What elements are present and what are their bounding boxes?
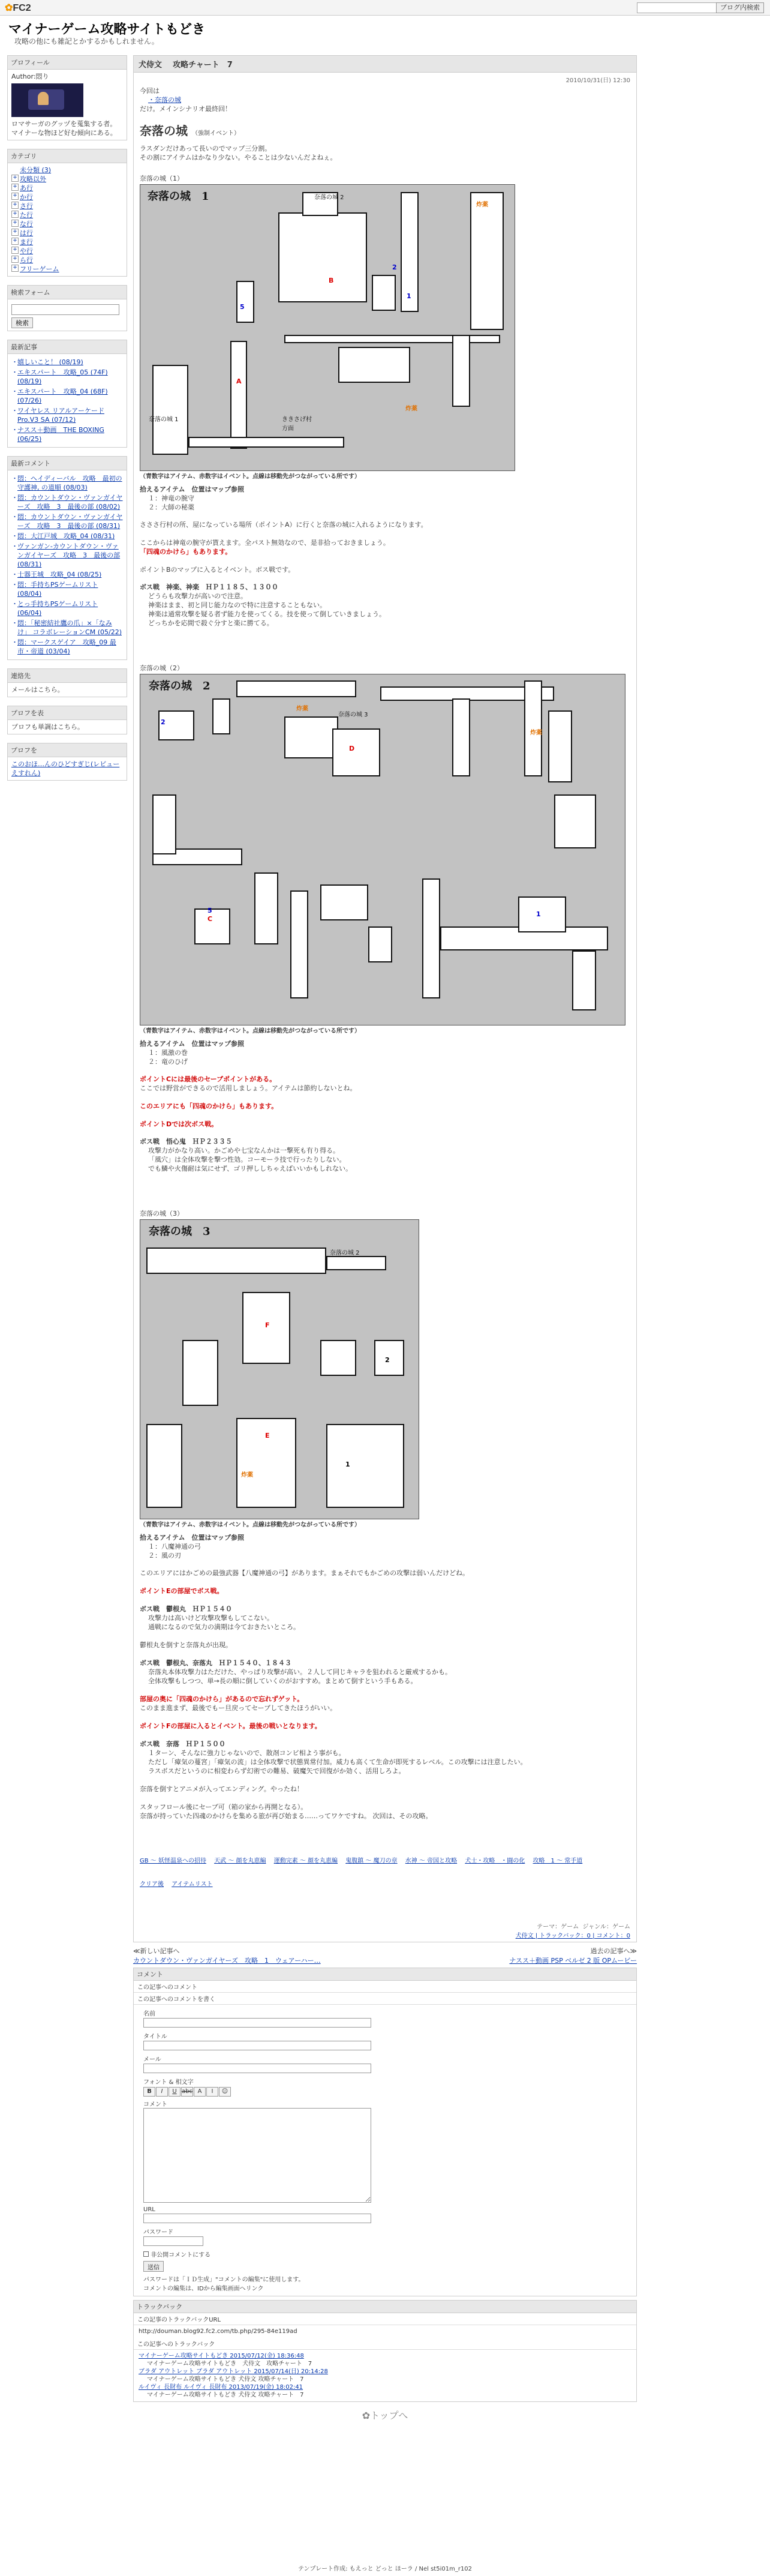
items-title: 拾えるアイテム 位置はマップ参照 bbox=[140, 1534, 245, 1542]
trackback-excerpt: マイナーゲーム攻略サイトもどき 犬侍文 攻略チャート 7 bbox=[147, 2361, 312, 2367]
plugin-title: プロフィール bbox=[8, 56, 127, 70]
search-input[interactable] bbox=[11, 304, 119, 315]
comment-textarea[interactable] bbox=[143, 2108, 371, 2203]
boss-desc: どっちかを応間で殺ぐ分すと楽に勝てる。 bbox=[148, 619, 273, 627]
item-line: ２：竜のひげ bbox=[148, 1058, 188, 1066]
items-title: 拾えるアイテム 位置はマップ参照 bbox=[140, 485, 245, 493]
password-label: パスワード bbox=[143, 2229, 173, 2236]
map-label: 奈落の城 2 bbox=[149, 680, 210, 692]
related-tags-2 bbox=[140, 1880, 630, 1889]
next-entry-label[interactable]: 過去の記事へ≫ bbox=[590, 1947, 637, 1955]
item-line: ２：風の刃 bbox=[148, 1552, 181, 1560]
prev-entry-link[interactable]: カウントダウン・ヴァンガイヤーズ 攻略 1 ウェアーハー… bbox=[133, 1957, 321, 1965]
entry-body bbox=[134, 84, 636, 1895]
mail-label: メール bbox=[143, 2056, 161, 2063]
links-plugin bbox=[7, 706, 127, 734]
to-top-link[interactable]: ✿トップへ bbox=[362, 2410, 408, 2421]
plugin-title: 最新コメント bbox=[8, 457, 127, 470]
size-button[interactable]: I bbox=[206, 2087, 218, 2097]
castle-desc: その割にアイテムはかなり少ない。やることは少ないんだよねぇ。 bbox=[140, 154, 337, 161]
castle-desc: ラスダンだけあって長いのでマップ三分割。 bbox=[140, 145, 272, 152]
profile2-plugin bbox=[7, 743, 127, 781]
trackback-item[interactable]: ルイヴィ 長財布 ルイヴィ 長財布 2013/07/19(金) 18:02:41 bbox=[139, 2384, 303, 2391]
comment-note: パスワードは「ＩＤ生成」"コメントの編集"に使用します。 コメントの編集は、IDから編集画面へリンク bbox=[143, 2277, 305, 2292]
underline-button[interactable]: U bbox=[169, 2087, 181, 2097]
category-item[interactable]: + さ行 bbox=[11, 202, 123, 211]
profile-image bbox=[11, 83, 83, 117]
items-title: 拾えるアイテム 位置はマップ参照 bbox=[140, 1040, 245, 1048]
recent-comment-link[interactable]: ・ 悶：大江戸城 攻略_04 (08/31) bbox=[11, 532, 123, 541]
boss-line: ボス戦 悟心鬼 ＨＰ２３３５ bbox=[140, 1138, 232, 1145]
recent-comment-link[interactable]: ・ 悶：ヘイディーバル 攻略 最初の守護神, の道順 (08/03) bbox=[11, 474, 123, 492]
name-label: 名前 bbox=[143, 2011, 155, 2017]
boss-desc: 「風穴」は全体攻撃を撃つ性効。コーモーラ技で行ったりしない。 bbox=[148, 1156, 346, 1163]
comment-title: コメント bbox=[134, 1968, 636, 1981]
category-item[interactable]: + ら行 bbox=[11, 256, 123, 265]
mail-link[interactable]: メールはこちら。 bbox=[11, 686, 64, 694]
profile-author: Author:悶り bbox=[11, 73, 49, 80]
comment-sub: この記事へのコメントを書く bbox=[134, 1993, 636, 2005]
profile-text: ロマサーガのグッヅを蒐集する者。 マイナーな物ほど好む傾向にある。 bbox=[11, 120, 117, 137]
map-legend: （青数字はアイテム、赤数字はイベント。点線は移動先がつながっている所です） bbox=[140, 1522, 360, 1528]
section-text-3: このエリアにはかごめの最強武器【八魔神通の弓】があります。まぁそれでもかごめの攻撃は弱いんだけどね。 ポイントEの部屋でボス戦。 ボス戦 鬱根丸 ＨＰ１５４０ 攻撃力は高いけど攻撃攻撃もしてこない。 通戦になるので気力の満期は今ておきたいところ。 鬱根丸を倒すと奈落丸が出現。 ボス戦 鬱根丸、奈落丸 ＨＰ１５４０、１８４３ 奈落丸本体攻撃力はただけた、やっぱり攻撃が高い。２人して同じキャラを狙われると厳戒するかも。 全体攻撃もしつつ、単→長の順に倒していくのがおすすめ。まとめて倒すという手もある。 部屋の奥に「四魂のかけら」があるので忘れずゲット。 このまま進まず、最後でもー旦戻ってセーブしてきたほうがいい。 ポイントFの部屋に入るとイベント。最後の戦いとなります。 ボス戦 奈落 ＨＰ１５００ １ターン、そんなに強力じゃないので、散剤コンビ相よう事がも。 ただし「瘴気の蔓宮」「瘴気の流」は全体攻撃で状態異常付加。威力も高くて生命が即死するレベル。この攻撃には注意したい。 ラスボスだというのに相変わらず幻術での難易、破魔矢で回復がか効く、活用しろよ。 奈落を倒すとアニメが入ってエンディング。やったね！ スタッフロール後にセーブ可（箱の家から再開となる）。 奈落が持っていた四魂のかけらを集める旅が再び始まる……ってワケですね。 次回は、その攻略。 bbox=[140, 1569, 527, 1820]
recent-comment-link[interactable]: ・ 悶：手持ちPSゲームリスト (08/04) bbox=[11, 580, 123, 598]
footer: テンプレート作成: もえっと どっと ほーラ / Nel st5i01m_r102 bbox=[297, 2566, 473, 2572]
plugin-title: カテゴリ bbox=[8, 149, 127, 163]
entry-date: 2010/10/31(日) 12:30 bbox=[566, 77, 630, 84]
recent-comments-plugin bbox=[7, 456, 127, 660]
map-image-3: 奈落の城 3 奈落の城 2 炸薬 F E 2 1 bbox=[140, 1219, 419, 1519]
map-image-1: 奈落の城 1 奈落の城 2 ききさげ村 方面 奈落の城 1 炸薬 炸薬 B A 5 1 2 bbox=[140, 184, 515, 471]
item-line: １：風激の巻 bbox=[148, 1049, 188, 1057]
profile2-link[interactable]: このおほ…んのひどすぎじ(レビューえすれん) bbox=[11, 760, 120, 777]
trackback-excerpt: マイナーゲーム攻略サイトもどき 犬侍文 攻略チャート 7 bbox=[147, 2392, 304, 2398]
text-line: このエリアにも「四魂のかけら」もあります。 bbox=[140, 1102, 278, 1110]
intro-line[interactable]: ・奈落の城 bbox=[148, 96, 181, 104]
recent-comment-link[interactable]: ・ 悶：カウントダウン・ヴァンガイヤーズ 攻略 3 最後の部 (08/02) bbox=[11, 493, 123, 511]
url-label: URL bbox=[143, 2206, 155, 2213]
text-line: ポイントCには最後のセーブポイントがある。 bbox=[140, 1075, 276, 1083]
boss-desc: 神楽は通常攻撃を疑る者ず能力を使ってくる。技を使って倒していきましょう。 bbox=[148, 610, 386, 618]
category-item[interactable]: + か行 bbox=[11, 193, 123, 202]
trackback-list bbox=[134, 2350, 636, 2401]
next-entry-link[interactable]: ナスス＋動画 PSP ベルゼ 2 版 OPムービー bbox=[509, 1957, 637, 1965]
category-item[interactable]: + な行 bbox=[11, 220, 123, 229]
trackback-sub: この記事のトラックバックURL bbox=[134, 2313, 636, 2325]
recent-entry-link[interactable]: ・ ワイヤレス リアルアーケード Pro.V3 SA (07/12) bbox=[11, 406, 123, 424]
plugin-title: プロフを bbox=[8, 743, 127, 757]
recent-comment-link[interactable]: ・ 悶：カウントダウン・ヴァンガイヤーズ 攻略 3 最後の部 (08/31) bbox=[11, 512, 123, 530]
text-line bbox=[140, 1093, 630, 1102]
related-tags bbox=[140, 1857, 630, 1866]
boss-line: ボス戦 神楽、神楽 ＨＰ１１８５、１３００ bbox=[140, 583, 278, 591]
map-heading: 奈落の城（1） bbox=[140, 175, 184, 182]
trackback-title: トラックバック bbox=[134, 2301, 636, 2313]
map-heading: 奈落の城（2） bbox=[140, 664, 184, 672]
text-line: ポイントDでは次ボス戦。 bbox=[140, 1120, 218, 1128]
subject-label: タイトル bbox=[143, 2034, 167, 2040]
tag-link[interactable]: 運動完素 ～ 顔を丸恵編 bbox=[273, 1858, 338, 1864]
emoji-button[interactable]: ☺ bbox=[219, 2087, 231, 2097]
fc2-toolbar bbox=[0, 0, 770, 16]
map-heading: 奈落の城（3） bbox=[140, 1210, 184, 1217]
comment-section bbox=[133, 1968, 637, 2296]
item-line: １：八魔神通の弓 bbox=[148, 1543, 201, 1551]
name-input[interactable] bbox=[143, 2018, 371, 2028]
trackback-item[interactable]: マイナーゲーム攻略サイトもどき 2015/07/12(金) 18:36:48 bbox=[139, 2353, 304, 2359]
text-line: 「四魂のかけら」もあります。 bbox=[140, 548, 232, 556]
links-text[interactable]: プロフも単調はこちら。 bbox=[11, 723, 84, 731]
map-legend: （青数字はアイテム、赤数字はイベント。点線は移動先がつながっている所です） bbox=[140, 1028, 360, 1034]
intro-line: だけ。メインシナリオ最終回！ bbox=[140, 105, 231, 113]
map-label: 奈落の城 3 bbox=[149, 1225, 210, 1238]
entry bbox=[133, 55, 637, 1942]
main-content bbox=[133, 55, 637, 2422]
trackback-sub: この記事へのトラックバック bbox=[134, 2338, 636, 2350]
subject-input[interactable] bbox=[143, 2041, 371, 2050]
tag-link[interactable]: 犬士・攻略 ・闘の化 bbox=[465, 1858, 525, 1864]
entry-header bbox=[134, 56, 636, 73]
category-item[interactable]: + あ行 bbox=[11, 184, 123, 193]
entry-pager bbox=[133, 1946, 637, 1964]
tag-link[interactable]: GB ～ 妖怪温泉への招待 bbox=[140, 1858, 206, 1864]
tag-link[interactable]: 鬼腹鎮 ～ 魔刀の章 bbox=[345, 1858, 398, 1864]
category-item[interactable]: + や行 bbox=[11, 247, 123, 256]
category-item[interactable]: + は行 bbox=[11, 229, 123, 238]
recent-comment-link[interactable]: ・ 士器王城 攻略_04 (08/25) bbox=[11, 570, 123, 579]
color-button[interactable]: A bbox=[194, 2087, 206, 2097]
submit-button[interactable]: 送信 bbox=[143, 2261, 164, 2272]
recent-entry-link[interactable]: ・ エキスパート 攻略_05 (74F) (08/19) bbox=[11, 368, 123, 386]
boss-desc: 攻撃力がかなり高い。かごめや七宝なんかは一撃死も有り得る。 bbox=[148, 1147, 339, 1154]
tag-link[interactable]: アイテムリスト bbox=[172, 1881, 213, 1888]
boss-desc: 神楽はまま、初と同じ能力なので特に注意することもない。 bbox=[148, 601, 326, 609]
category-item[interactable]: + た行 bbox=[11, 211, 123, 220]
category-plugin bbox=[7, 149, 127, 277]
recent-comment-link[interactable]: ・ ヴァンガン-カウントダウン・ヴァンガイヤーズ 攻略 3 最後の部 (08/31) bbox=[11, 542, 123, 569]
recent-comment-link[interactable]: ・ 悶：「秘密結社鷹の爪」×「なみけ」 コラボレーションCM (05/22) bbox=[11, 619, 123, 637]
flower-icon: ✿ bbox=[362, 2410, 371, 2421]
mail-input[interactable] bbox=[143, 2064, 371, 2073]
recent-comment-link[interactable]: ・ 悶：マークスゲイア 攻略_09 最市・帝道 (03/04) bbox=[11, 638, 123, 656]
category-item[interactable]: 未分類 (3) bbox=[20, 166, 52, 174]
text-line bbox=[140, 1111, 630, 1120]
bold-button[interactable]: B bbox=[143, 2087, 155, 2097]
trackback-excerpt: マイナーゲーム攻略サイトもどき 犬侍文 攻略チャート 7 bbox=[147, 2376, 304, 2383]
password-input[interactable] bbox=[143, 2236, 203, 2246]
map-image-2: 奈落の城 2 奈落の城 3 炸薬 炸薬 2 D C 5 1 bbox=[140, 674, 625, 1025]
boss-desc: でも鱗や火傷耐は気にせず、ゴリ押ししちゃえばいいかもしれない。 bbox=[148, 1165, 353, 1172]
intro-line: 今回は bbox=[140, 87, 160, 95]
tag-link[interactable]: 水神 ～ 帝国と攻略 bbox=[405, 1858, 458, 1864]
entry-meta-links[interactable]: 犬侍文 | トラックバック：0 | コメント：0 bbox=[515, 1933, 630, 1939]
tag-link[interactable]: 天武 ～ 顔を丸恵編 bbox=[214, 1858, 266, 1864]
entry-footer bbox=[134, 1919, 636, 1942]
text-line: さささ行村の所、屋になっている場所（ポイントA）に行くと奈落の城に入れるようになります。 bbox=[140, 521, 428, 529]
recent-comment-link[interactable]: ・ とっ手持ちPSゲームリスト (06/04) bbox=[11, 599, 123, 617]
search-plugin bbox=[7, 285, 127, 331]
category-item[interactable]: + 攻略以外 bbox=[11, 175, 123, 184]
text-line bbox=[140, 556, 630, 565]
plugin-title: 連絡先 bbox=[8, 669, 127, 683]
genre-link[interactable]: ジャンル：ゲーム bbox=[582, 1924, 630, 1930]
plugin-title: 最新記事 bbox=[8, 340, 127, 354]
italic-button[interactable]: I bbox=[156, 2087, 168, 2097]
entry-title[interactable]: 攻略チャート 7 bbox=[173, 61, 233, 70]
trackback-item[interactable]: ブラダ アウトレット ブラダ アウトレット 2015/07/14(日) 20:14:28 bbox=[139, 2368, 328, 2375]
recent-entry-link[interactable]: ・ エキスパート 攻略_04 (68F) (07/26) bbox=[11, 387, 123, 405]
text-line: ここからは神竜の腕守が貰えます。全パスト無効なので、是非拾っておきましょう。 bbox=[140, 539, 390, 547]
tag-link[interactable]: 攻略 1 ～ 常手道 bbox=[533, 1858, 583, 1864]
castle-heading: 奈落の城 （強制イベント） bbox=[140, 124, 240, 138]
theme-link[interactable]: テーマ：ゲーム bbox=[537, 1924, 579, 1930]
secret-checkbox-row[interactable]: 非公開コメントにする bbox=[143, 2250, 627, 2259]
fc2-logo[interactable]: ✿FC2 bbox=[5, 3, 31, 13]
comment-form bbox=[134, 2005, 636, 2296]
boss-desc: どうらも攻撃力が高いので注意。 bbox=[148, 592, 247, 600]
text-line: ここでは野営ができるので活用しましょう。アイテムは節約しないとね。 bbox=[140, 1084, 357, 1092]
entry-category[interactable]: 犬侍文 bbox=[139, 61, 163, 70]
blog-description: 攻略の他にも雑記とかするかもしれません。 bbox=[14, 37, 159, 46]
recent-entry-link[interactable]: ・ ナスス＋動画 THE BOXING (06/25) bbox=[11, 425, 123, 443]
category-item[interactable]: + フリーゲーム bbox=[11, 265, 123, 274]
fc2-search-input[interactable] bbox=[637, 2, 727, 13]
category-item[interactable]: + ま行 bbox=[11, 238, 123, 247]
plugin-title: 検索フォーム bbox=[8, 286, 127, 299]
profile-plugin bbox=[7, 55, 127, 140]
trackback-url[interactable]: http://douman.blog92.fc2.com/tb.php/295-84e119ad bbox=[139, 2328, 297, 2335]
recent-entry-link[interactable]: ・ 嬉しいこと！ (08/19) bbox=[11, 358, 123, 367]
item-line: ２：大師の秘薬 bbox=[148, 503, 194, 511]
map-label: 奈落の城 1 bbox=[148, 190, 209, 203]
url-input[interactable] bbox=[143, 2214, 371, 2223]
prev-entry-label[interactable]: ≪新しい記事へ bbox=[133, 1947, 180, 1955]
blog-title[interactable]: マイナーゲーム攻略サイトもどき bbox=[8, 22, 206, 37]
search-button[interactable]: 検索 bbox=[11, 317, 33, 328]
trackback-section bbox=[133, 2300, 637, 2402]
mail-plugin bbox=[7, 668, 127, 697]
comment-sub: この記事へのコメント bbox=[134, 1981, 636, 1993]
strike-button[interactable]: abc bbox=[181, 2087, 193, 2097]
map-legend: （青数字はアイテム、赤数字はイベント。点線は移動先がつながっている所です） bbox=[140, 473, 360, 480]
sidebar bbox=[7, 55, 127, 789]
comment-label: コメント bbox=[143, 2101, 167, 2108]
recent-entries-plugin bbox=[7, 340, 127, 448]
font-label: フォント & 相文字 bbox=[143, 2079, 194, 2086]
tag-link[interactable]: クリア後 bbox=[140, 1881, 164, 1888]
fc2-search-button[interactable]: ブログ内検索 bbox=[716, 2, 764, 13]
item-line: １：神竜の腕守 bbox=[148, 494, 194, 502]
plugin-title: プロフを表 bbox=[8, 706, 127, 720]
format-toolbar bbox=[143, 2087, 627, 2097]
text-line: ポイントBのマップに入るとイベント。ボス戦です。 bbox=[140, 566, 295, 574]
text-line bbox=[140, 529, 630, 538]
